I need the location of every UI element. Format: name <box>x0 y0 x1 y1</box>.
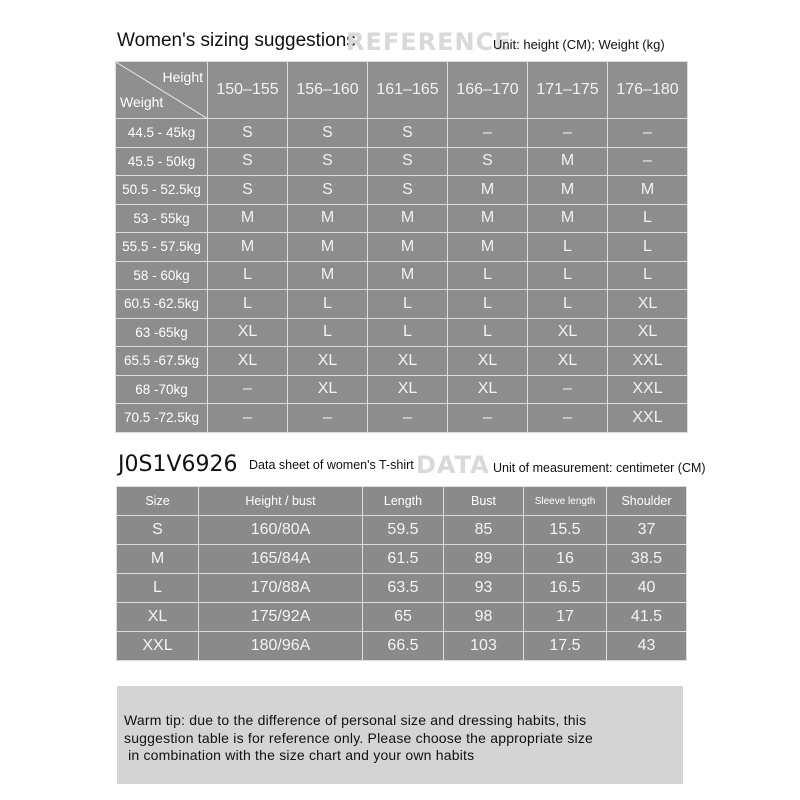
size-cell: XL <box>208 318 288 347</box>
size-cell: XL <box>448 347 528 376</box>
column-header: Size <box>117 487 199 516</box>
height-column-header: 176–180 <box>608 62 688 119</box>
size-cell: M <box>448 204 528 233</box>
table-cell: 180/96A <box>199 632 363 661</box>
size-cell: L <box>608 261 688 290</box>
size-cell: L <box>288 290 368 319</box>
size-cell: L <box>608 204 688 233</box>
column-header: Shoulder <box>607 487 687 516</box>
size-cell: – <box>208 375 288 404</box>
size-cell: XL <box>608 318 688 347</box>
size-cell: XL <box>368 375 448 404</box>
sizing-unit-note: Unit: height (CM); Weight (kg) <box>493 37 665 52</box>
size-cell: M <box>528 204 608 233</box>
size-cell: M <box>528 176 608 205</box>
size-cell: L <box>368 290 448 319</box>
size-cell: S <box>208 176 288 205</box>
height-column-header: 166–170 <box>448 62 528 119</box>
table-cell: 63.5 <box>363 574 444 603</box>
size-cell: M <box>368 233 448 262</box>
size-cell: – <box>448 119 528 148</box>
size-cell: XL <box>368 347 448 376</box>
size-cell: M <box>608 176 688 205</box>
table-cell: 38.5 <box>607 545 687 574</box>
table-cell: 93 <box>444 574 524 603</box>
table-cell: 89 <box>444 545 524 574</box>
column-header: Sleeve length <box>524 487 607 516</box>
size-cell: S <box>368 147 448 176</box>
size-cell: L <box>448 261 528 290</box>
table-row <box>116 347 688 376</box>
table-cell: 41.5 <box>607 603 687 632</box>
size-cell: L <box>208 261 288 290</box>
reference-watermark: REFERENCE <box>346 28 512 56</box>
sizing-suggestion-table <box>115 61 688 433</box>
size-cell: XL <box>208 347 288 376</box>
weight-axis-label: Weight <box>120 94 164 110</box>
size-cell: – <box>528 119 608 148</box>
weight-cell: 68 -70kg <box>116 375 208 404</box>
table-cell: 37 <box>607 516 687 545</box>
size-cell: M <box>288 233 368 262</box>
weight-cell: 44.5 - 45kg <box>116 119 208 148</box>
table-row <box>117 632 687 661</box>
table-cell: M <box>117 545 199 574</box>
table-cell: 160/80A <box>199 516 363 545</box>
table-cell: 17 <box>524 603 607 632</box>
size-cell: XL <box>288 375 368 404</box>
size-cell: S <box>208 119 288 148</box>
table-row <box>116 119 688 148</box>
table-row <box>116 375 688 404</box>
table-cell: 85 <box>444 516 524 545</box>
table-cell: 59.5 <box>363 516 444 545</box>
height-column-header: 150–155 <box>208 62 288 119</box>
size-cell: M <box>208 204 288 233</box>
size-cell: M <box>448 233 528 262</box>
table-cell: 66.5 <box>363 632 444 661</box>
size-cell: M <box>528 147 608 176</box>
table-cell: 103 <box>444 632 524 661</box>
warm-tip-box <box>117 686 683 784</box>
size-cell: XL <box>528 318 608 347</box>
size-cell: – <box>608 119 688 148</box>
size-cell: L <box>288 318 368 347</box>
table-cell: 175/92A <box>199 603 363 632</box>
size-cell: XXL <box>608 347 688 376</box>
weight-cell: 55.5 - 57.5kg <box>116 233 208 262</box>
size-cell: S <box>288 176 368 205</box>
size-cell: L <box>528 261 608 290</box>
size-cell: L <box>528 290 608 319</box>
size-cell: M <box>448 176 528 205</box>
table-row <box>117 603 687 632</box>
size-cell: L <box>528 233 608 262</box>
size-cell: L <box>368 318 448 347</box>
size-cell: S <box>288 119 368 148</box>
table-row <box>116 147 688 176</box>
table-cell: L <box>117 574 199 603</box>
table-cell: 43 <box>607 632 687 661</box>
size-cell: S <box>368 176 448 205</box>
tshirt-data-table <box>116 486 687 661</box>
size-cell: XL <box>288 347 368 376</box>
warm-tip-line: Warm tip: due to the difference of personal size and dressing habits, this <box>124 712 587 728</box>
height-column-header: 156–160 <box>288 62 368 119</box>
column-header: Height / bust <box>199 487 363 516</box>
size-cell: S <box>448 147 528 176</box>
height-axis-label: Height <box>162 69 203 85</box>
size-cell: XXL <box>608 404 688 433</box>
table-row <box>116 318 688 347</box>
table-cell: 17.5 <box>524 632 607 661</box>
weight-cell: 65.5 -67.5kg <box>116 347 208 376</box>
table-cell: S <box>117 516 199 545</box>
table-row <box>117 516 687 545</box>
weight-cell: 58 - 60kg <box>116 261 208 290</box>
table-row <box>116 233 688 262</box>
table-row <box>117 574 687 603</box>
size-cell: – <box>608 147 688 176</box>
size-cell: – <box>528 404 608 433</box>
product-code: J0S1V6926 <box>118 452 238 477</box>
column-header: Length <box>363 487 444 516</box>
size-cell: M <box>368 204 448 233</box>
size-cell: M <box>368 261 448 290</box>
size-cell: L <box>208 290 288 319</box>
table-cell: 65 <box>363 603 444 632</box>
size-cell: M <box>208 233 288 262</box>
warm-tip-line: suggestion table is for reference only. Please choose the appropriate size <box>124 729 594 746</box>
table-cell: 16 <box>524 545 607 574</box>
size-cell: – <box>368 404 448 433</box>
warm-tip-text <box>124 712 680 765</box>
table-row <box>116 176 688 205</box>
warm-tip-line: in combination with the size chart and your own habits <box>124 747 475 763</box>
weight-cell: 45.5 - 50kg <box>116 147 208 176</box>
table-cell: 40 <box>607 574 687 603</box>
data-sheet-title: Data sheet of women's T-shirt <box>249 458 414 472</box>
size-cell: – <box>208 404 288 433</box>
data-watermark: DATA <box>416 451 490 479</box>
size-cell: XL <box>608 290 688 319</box>
table-row <box>116 290 688 319</box>
table-row <box>116 261 688 290</box>
weight-cell: 63 -65kg <box>116 318 208 347</box>
table-row <box>117 545 687 574</box>
height-column-header: 171–175 <box>528 62 608 119</box>
size-cell: L <box>608 233 688 262</box>
table-row <box>116 404 688 433</box>
table-cell: 98 <box>444 603 524 632</box>
corner-header-cell <box>116 62 208 119</box>
table-cell: 170/88A <box>199 574 363 603</box>
size-cell: XL <box>528 347 608 376</box>
measurement-unit-note: Unit of measurement: centimeter (CM) <box>493 461 706 475</box>
size-cell: – <box>528 375 608 404</box>
size-cell: L <box>448 290 528 319</box>
weight-cell: 60.5 -62.5kg <box>116 290 208 319</box>
size-cell: M <box>288 204 368 233</box>
size-cell: S <box>208 147 288 176</box>
weight-cell: 50.5 - 52.5kg <box>116 176 208 205</box>
column-header: Bust <box>444 487 524 516</box>
table-cell: 16.5 <box>524 574 607 603</box>
table-header-row <box>117 487 687 516</box>
size-cell: XXL <box>608 375 688 404</box>
table-cell: 165/84A <box>199 545 363 574</box>
size-cell: XL <box>448 375 528 404</box>
size-cell: M <box>288 261 368 290</box>
table-cell: XL <box>117 603 199 632</box>
sizing-title: Women's sizing suggestions <box>117 30 356 51</box>
size-cell: S <box>288 147 368 176</box>
weight-cell: 70.5 -72.5kg <box>116 404 208 433</box>
size-cell: – <box>448 404 528 433</box>
size-cell: L <box>448 318 528 347</box>
table-header-row <box>116 62 688 119</box>
weight-cell: 53 - 55kg <box>116 204 208 233</box>
height-column-header: 161–165 <box>368 62 448 119</box>
table-cell: 61.5 <box>363 545 444 574</box>
table-cell: 15.5 <box>524 516 607 545</box>
size-cell: S <box>368 119 448 148</box>
table-row <box>116 204 688 233</box>
table-cell: XXL <box>117 632 199 661</box>
size-cell: – <box>288 404 368 433</box>
